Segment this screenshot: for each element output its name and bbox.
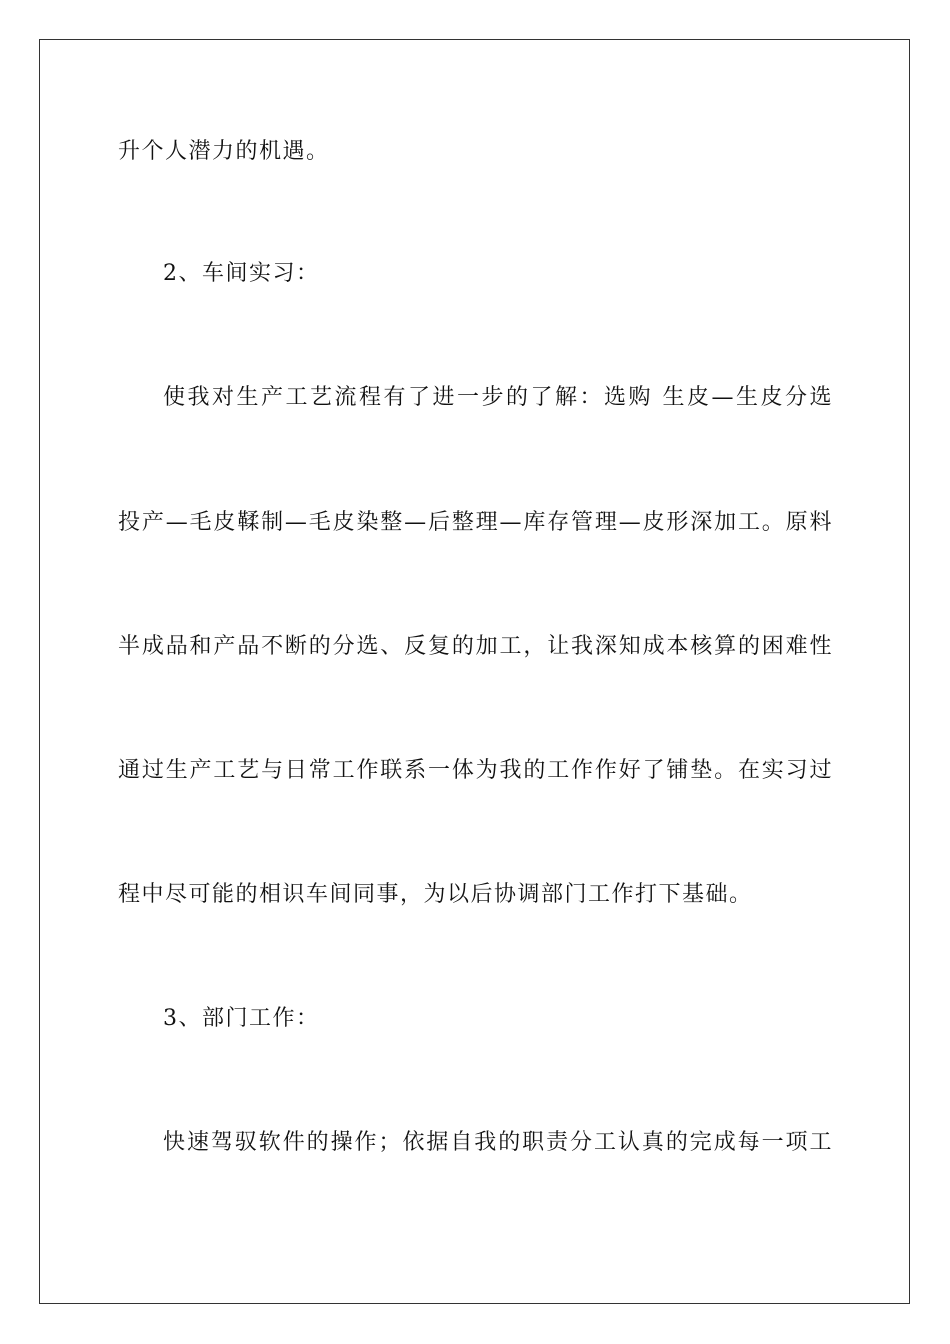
text-line-7: 程中尽可能的相识车间同事，为以后协调部门工作打下基础。 xyxy=(118,882,753,907)
text-line-3: 使我对生产工艺流程有了进一步的了解：选购 生皮—生皮分选 xyxy=(163,385,833,410)
text-line-9: 快速驾驭软件的操作；依据自我的职责分工认真的完成每一项工 xyxy=(163,1130,833,1155)
text-line-4: 投产—毛皮鞣制—毛皮染整—后整理—库存管理—皮形深加工。原料 xyxy=(118,510,833,535)
text-line-6: 通过生产工艺与日常工作联系一体为我的工作作好了铺垫。在实习过 xyxy=(118,758,833,783)
text-line-5: 半成品和产品不断的分选、反复的加工，让我深知成本核算的困难性 xyxy=(118,634,833,659)
section-heading-department: 3、部门工作： xyxy=(163,1006,320,1031)
section-heading-workshop: 2、车间实习： xyxy=(163,261,320,286)
text-line-1: 升个人潜力的机遇。 xyxy=(118,139,330,164)
page-border xyxy=(39,39,910,1304)
